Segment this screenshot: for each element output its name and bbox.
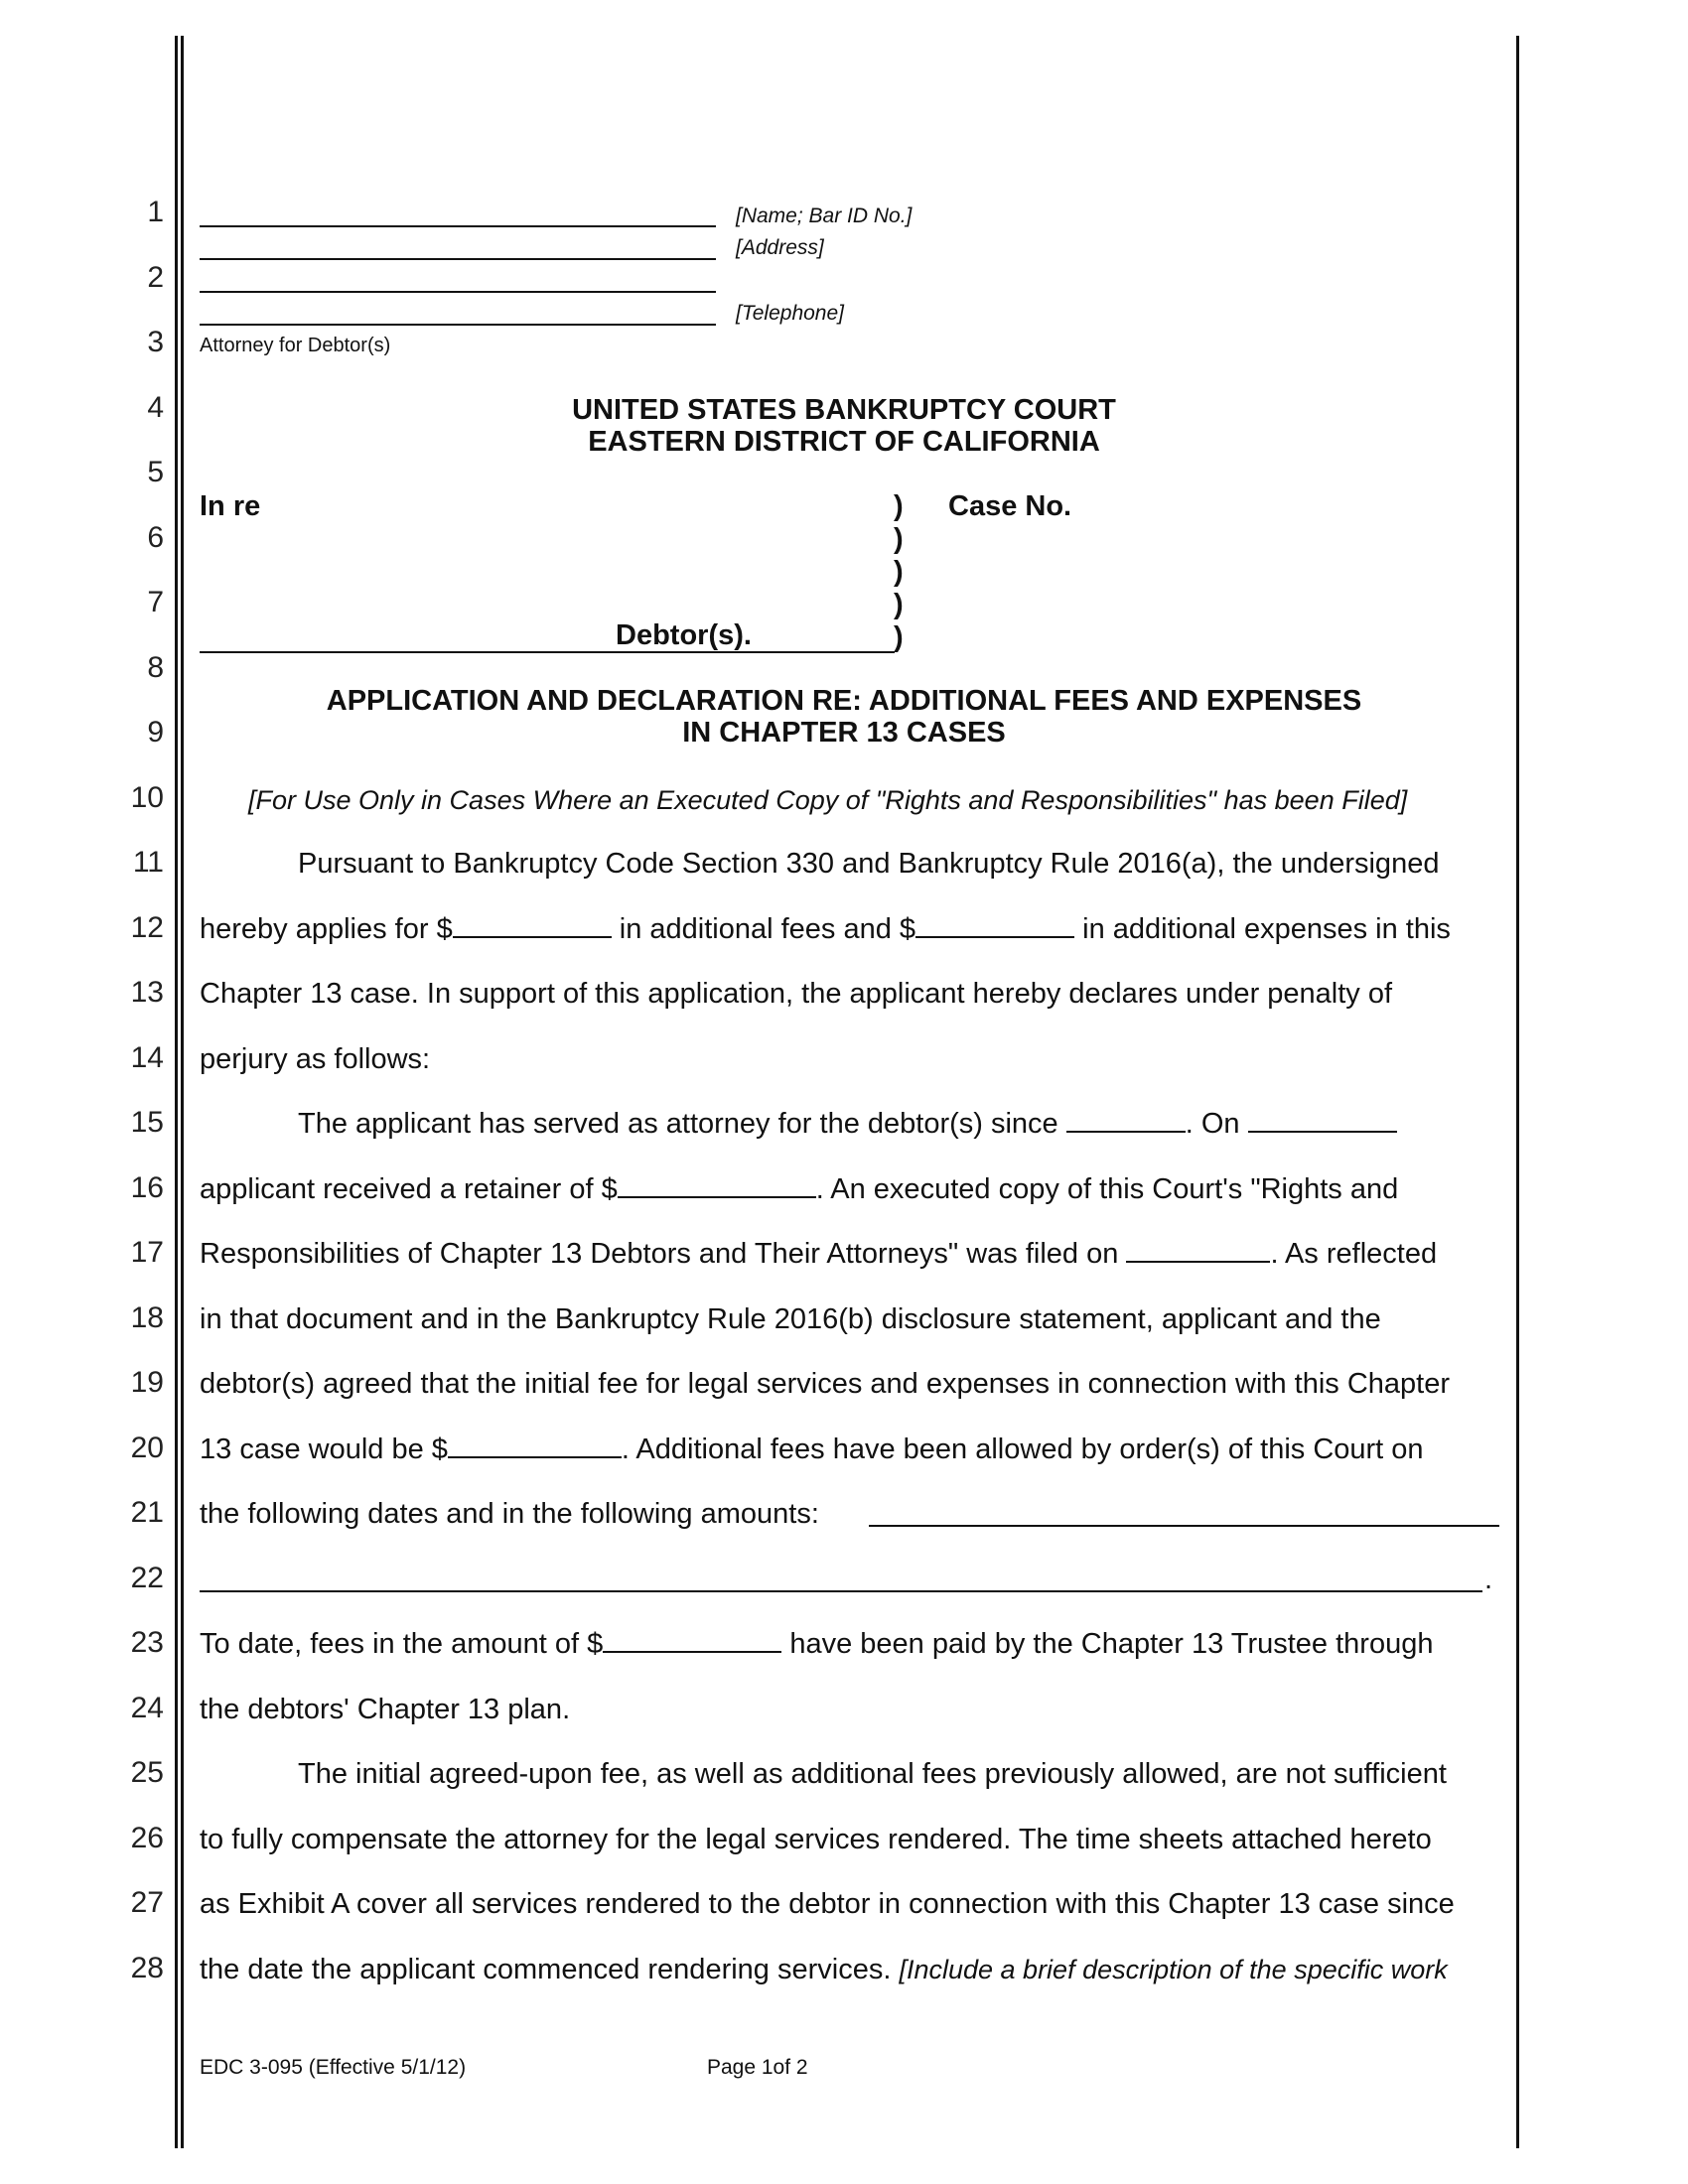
caption-paren: ) — [894, 523, 904, 555]
line-number: 21 — [130, 1496, 164, 1529]
body-text: applicant received a retainer of $ — [200, 1173, 618, 1205]
line-number: 15 — [130, 1106, 164, 1139]
line-number: 14 — [130, 1041, 164, 1074]
body-line-24: the debtors' Chapter 13 plan. — [200, 1694, 571, 1725]
body-text: in additional expenses in this — [1074, 913, 1451, 945]
body-line-11: Pursuant to Bankruptcy Code Section 330 and Bankruptcy Rule 2016(a), the undersigned — [298, 848, 1440, 880]
line-number: 24 — [130, 1692, 164, 1724]
body-text: The applicant has served as attorney for the debtor(s) since — [298, 1108, 1066, 1140]
document-title-line-1: APPLICATION AND DECLARATION RE: ADDITIONAL FEES AND EXPENSES — [326, 685, 1362, 717]
body-text: have been paid by the Chapter 13 Trustee through — [781, 1628, 1434, 1660]
line-number: 8 — [147, 651, 164, 684]
line-number: 18 — [130, 1301, 164, 1334]
body-text: . An executed copy of this Court's "Rights and — [815, 1173, 1399, 1205]
line-number: 4 — [147, 391, 164, 424]
filed-on-date-blank[interactable] — [1126, 1239, 1270, 1263]
telephone-label: [Telephone] — [736, 302, 844, 325]
additional-fees-blank[interactable] — [453, 914, 612, 938]
instruction-text: [Include a brief description of the specific work — [899, 1955, 1448, 1984]
right-margin-rule — [1516, 36, 1519, 2148]
body-text: in additional fees and $ — [611, 913, 916, 945]
line-number: 28 — [130, 1952, 164, 1984]
attorney-for-debtors: Attorney for Debtor(s) — [200, 335, 391, 356]
court-name-line-1: UNITED STATES BANKRUPTCY COURT — [572, 394, 1116, 426]
caption-paren: ) — [894, 556, 904, 588]
body-line-12 — [200, 913, 1451, 946]
body-text: . On — [1185, 1108, 1248, 1140]
body-line-15 — [298, 1108, 1397, 1141]
retainer-date-blank[interactable] — [1248, 1109, 1397, 1133]
debtors-label: Debtor(s). — [616, 619, 752, 651]
form-identifier: EDC 3-095 (Effective 5/1/12) — [200, 2056, 467, 2079]
body-text: To date, fees in the amount of $ — [200, 1628, 604, 1660]
allowed-fees-dates-blank-2[interactable] — [200, 1590, 1482, 1592]
additional-expenses-blank[interactable] — [915, 914, 1074, 938]
page-number: Page 1of 2 — [707, 2056, 808, 2079]
line-number: 2 — [147, 261, 164, 294]
line-number: 9 — [147, 716, 164, 749]
caption-paren: ) — [894, 589, 904, 620]
line-number: 25 — [130, 1756, 164, 1789]
initial-fee-blank[interactable] — [448, 1434, 622, 1458]
line-number: 19 — [130, 1366, 164, 1399]
line-number: 6 — [147, 521, 164, 554]
left-margin-rule-inner — [181, 36, 184, 2148]
body-line-20 — [200, 1433, 1424, 1466]
body-text: 13 case would be $ — [200, 1433, 448, 1465]
address-label: [Address] — [736, 236, 824, 259]
line-number: 3 — [147, 326, 164, 358]
address-blank-2[interactable] — [200, 291, 716, 293]
fees-paid-amount-blank[interactable] — [603, 1629, 781, 1653]
line-number: 7 — [147, 586, 164, 618]
in-re-label: In re — [200, 490, 261, 522]
line-number: 13 — [130, 976, 164, 1009]
body-line-28 — [200, 1954, 1448, 1986]
body-text: Responsibilities of Chapter 13 Debtors and Their Attorneys" was filed on — [200, 1238, 1127, 1270]
telephone-blank[interactable] — [200, 324, 716, 326]
line-number: 26 — [130, 1822, 164, 1854]
usage-note: [For Use Only in Cases Where an Executed Copy of "Rights and Responsibilities" has been Filed] — [248, 785, 1408, 815]
body-text: . Additional fees have been allowed by order(s) of this Court on — [621, 1433, 1424, 1465]
address-blank-1[interactable] — [200, 258, 716, 260]
document-title-line-2: IN CHAPTER 13 CASES — [682, 717, 1006, 749]
body-line-19: debtor(s) agreed that the initial fee for legal services and expenses in connection with this Chapter — [200, 1368, 1450, 1400]
line-number: 1 — [147, 196, 164, 228]
line-number: 27 — [130, 1886, 164, 1919]
left-margin-rule-outer — [175, 36, 178, 2148]
body-line-13: Chapter 13 case. In support of this application, the applicant hereby declares under penalty of — [200, 978, 1393, 1010]
body-line-17 — [200, 1238, 1437, 1271]
allowed-fees-dates-blank-1[interactable] — [869, 1525, 1499, 1527]
body-text: hereby applies for $ — [200, 913, 453, 945]
caption-paren: ) — [894, 490, 904, 522]
body-line-18: in that document and in the Bankruptcy Rule 2016(b) disclosure statement, applicant and the — [200, 1303, 1381, 1335]
line-number: 22 — [130, 1562, 164, 1594]
line-number: 16 — [130, 1171, 164, 1204]
body-line-23 — [200, 1628, 1433, 1661]
body-text: . As reflected — [1270, 1238, 1438, 1270]
line-number: 23 — [130, 1626, 164, 1659]
line-number: 11 — [132, 846, 164, 879]
body-line-22-period: . — [1484, 1564, 1493, 1595]
name-bar-id-label: [Name; Bar ID No.] — [736, 205, 913, 227]
line-number: 17 — [130, 1236, 164, 1269]
line-number: 12 — [130, 911, 164, 944]
body-line-26: to fully compensate the attorney for the legal services rendered. The time sheets attached hereto — [200, 1824, 1432, 1855]
court-name-line-2: EASTERN DISTRICT OF CALIFORNIA — [588, 426, 1100, 458]
served-since-date-blank[interactable] — [1066, 1109, 1186, 1133]
case-number-label: Case No. — [948, 490, 1072, 522]
body-line-25: The initial agreed-upon fee, as well as additional fees previously allowed, are not sufficient — [298, 1758, 1447, 1790]
body-line-16 — [200, 1173, 1398, 1206]
name-bar-id-blank[interactable] — [200, 225, 716, 227]
debtor-name-blank[interactable] — [200, 651, 895, 653]
body-line-14: perjury as follows: — [200, 1043, 431, 1075]
body-line-21: the following dates and in the following amounts: — [200, 1498, 819, 1530]
body-line-27: as Exhibit A cover all services rendered to the debtor in connection with this Chapter 13 case since — [200, 1888, 1455, 1920]
retainer-amount-blank[interactable] — [618, 1174, 816, 1198]
body-text: the date the applicant commenced rendering services. — [200, 1954, 900, 1985]
line-number: 10 — [130, 781, 164, 814]
line-number: 5 — [147, 456, 164, 488]
caption-paren: ) — [894, 621, 904, 653]
line-number: 20 — [130, 1432, 164, 1464]
